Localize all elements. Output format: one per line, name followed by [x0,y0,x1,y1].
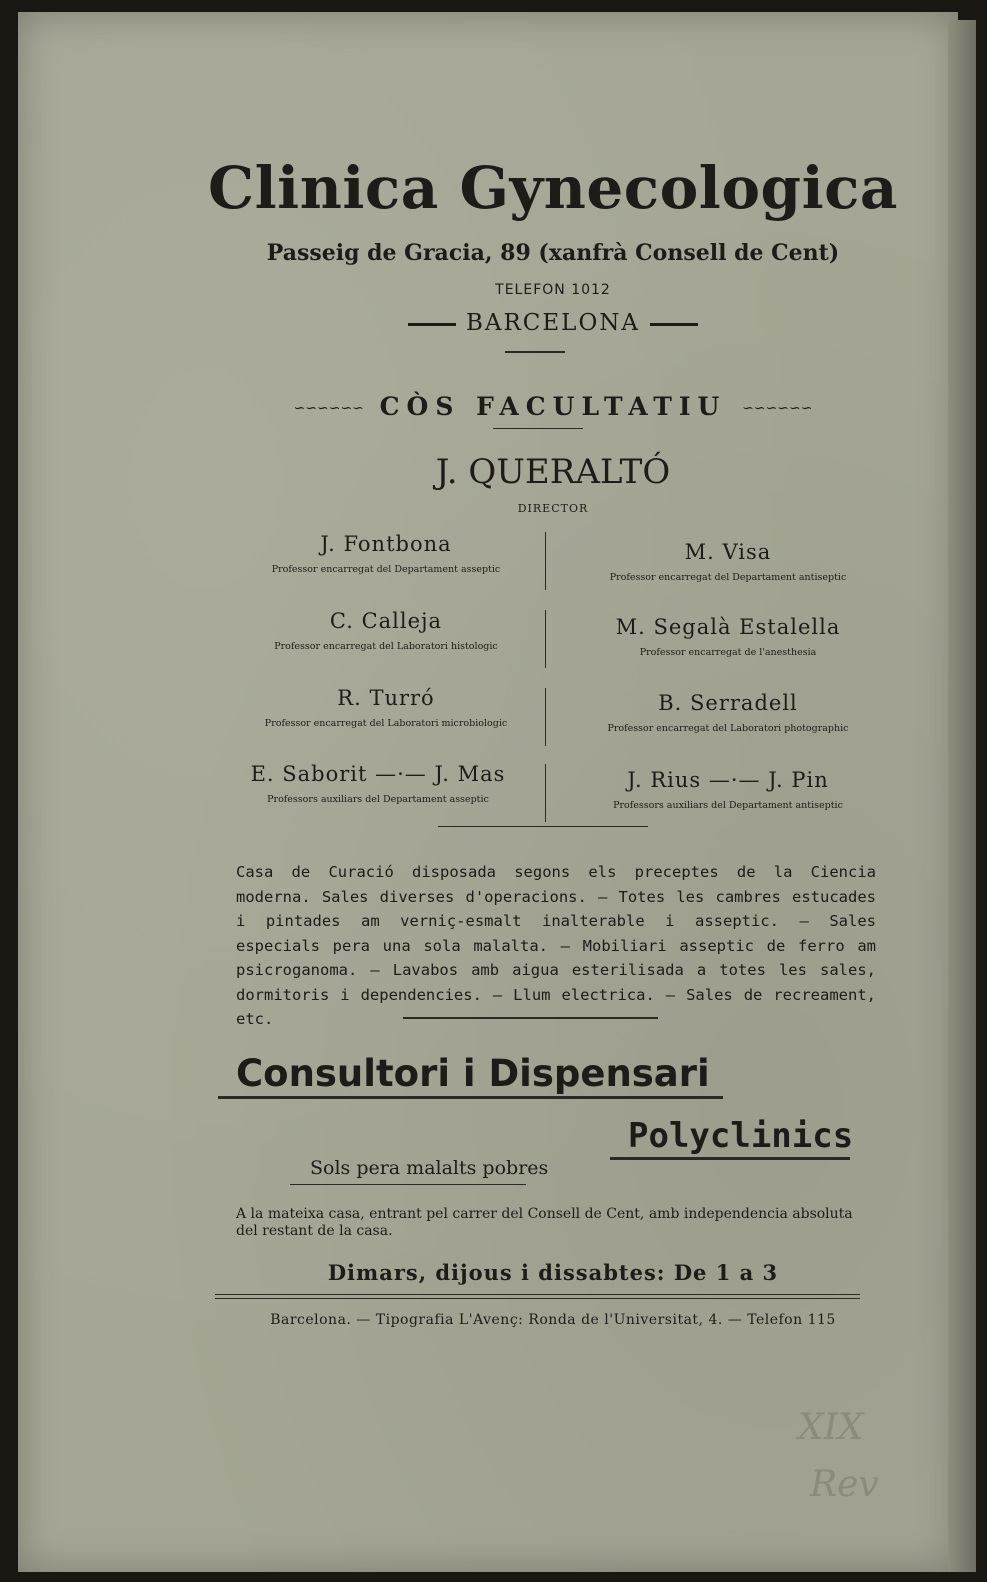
handwritten-note-1: XIX [798,1407,864,1448]
staff-heading [18,392,987,421]
staff-right-1 [578,540,878,583]
staff-role: Professors auxiliars del Departament asseptic [267,794,489,805]
section-divider [438,826,648,827]
city-right-dash [650,323,698,326]
column-divider-4 [545,764,546,822]
staff-name: M. Segalà Estalella [615,615,841,639]
director-name: J. QUERALTÓ [435,452,671,492]
staff-role: Professor encarregat del Departament antiseptic [609,572,847,583]
staff-left-4 [228,762,528,805]
staff-name: R. Turró [337,686,435,710]
page-edge [948,20,976,1572]
staff-role: Professors auxiliars del Departament antiseptic [613,800,843,811]
printer-imprint: Barcelona. — Tipografia L'Avenç: Ronda de l'Universitat, 4. — Telefon 115 [270,1312,836,1328]
staff-right-2 [578,615,878,658]
dispensary-divider [403,1017,658,1019]
clinic-city [18,310,987,336]
staff-role: Professor encarregat del Laboratori histologic [274,641,498,652]
dispensary-subtitle: Sols pera malalts pobres [310,1157,549,1179]
column-divider-2 [545,610,546,668]
staff-name: J. Rius —·— J. Pin [627,768,829,792]
staff-name: E. Saborit —·— J. Mas [250,762,506,786]
director-role: DIRECTOR [517,502,589,515]
staff-right-3 [578,691,878,734]
left-ornament: ∽∽∽∽∽∽ [293,400,364,417]
staff-left-2 [236,609,536,652]
staff-left-1 [236,532,536,575]
staff-heading-text: CÒS FACULTATIU [379,392,727,421]
subtitle-underline [290,1184,526,1185]
column-divider-3 [545,688,546,746]
footer-rule-2 [215,1298,860,1299]
staff-role: Professor encarregat del Laboratori microbiologic [264,718,508,729]
document-page [18,12,958,1572]
city-name: BARCELONA [465,310,641,336]
staff-left-3 [236,686,536,729]
title-underline-1 [218,1096,723,1099]
dispensary-title-line1: Consultori i Dispensari [236,1052,710,1095]
staff-name: C. Calleja [329,609,443,633]
clinic-title: Clinica Gynecologica [207,154,899,222]
staff-name: M. Visa [684,540,772,564]
dispensary-title-line2: Polyclinics [628,1116,854,1156]
title-underline-2 [610,1157,850,1160]
staff-role: Professor encarregat del Departament asseptic [271,564,501,575]
staff-name: J. Fontbona [320,532,452,556]
footer-rule-1 [215,1294,860,1295]
clinic-description: Casa de Curació disposada segons els preceptes de la Ciencia moderna. Sales diverses d'operacions. — Totes les cambres estucades i pintades am verniç-esmalt inalterable i asseptic. — Sales especials pera una sola malalta. — Mobiliari asseptic de ferro am psicroganoma. — Lavabos amb aigua esterilisada a totes les sales, dormitoris i dependencies. — Llum electrica. — Sales de recreament, etc. [236,863,876,1028]
dispensary-note: A la mateixa casa, entrant pel carrer del Consell de Cent, amb independencia absoluta del restant de la casa. [236,1206,853,1239]
staff-role: Professor encarregat de l'anesthesia [639,647,817,658]
city-left-dash [408,323,456,326]
staff-name: B. Serradell [658,691,798,715]
dispensary-hours: Dimars, dijous i dissabtes: De 1 a 3 [327,1260,779,1285]
clinic-telephone: TELEFON 1012 [495,282,611,298]
handwritten-note-2: Rev [810,1464,879,1505]
staff-divider [493,428,583,429]
staff-role: Professor encarregat del Laboratori photographic [607,723,849,734]
staff-right-4 [578,768,878,811]
header-divider [505,351,565,353]
column-divider-1 [545,532,546,590]
right-ornament: ∽∽∽∽∽∽ [742,400,813,417]
clinic-address: Passeig de Gracia, 89 (xanfrà Consell de Cent) [266,240,840,266]
